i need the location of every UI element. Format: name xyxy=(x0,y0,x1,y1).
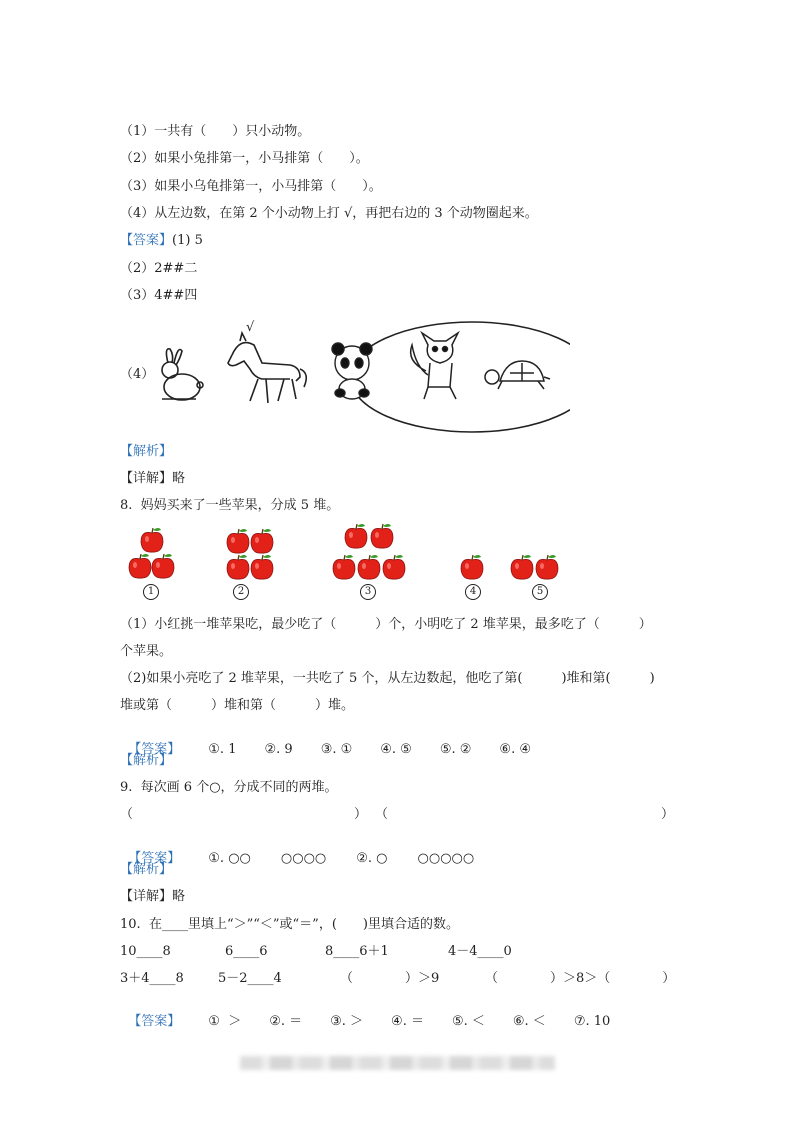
answer-tag: 【答案】 xyxy=(128,742,181,757)
answer-2b: ○○○○○ xyxy=(417,851,475,866)
apple-pile-2 xyxy=(227,529,273,579)
pile-label-3: 3 xyxy=(360,584,376,600)
answer-7: ⑦. 10 xyxy=(573,1014,611,1029)
check-mark: √ xyxy=(246,320,255,335)
group-circle xyxy=(350,322,570,432)
blurred-footer xyxy=(240,1056,555,1070)
q7-part2: （2）如果小兔排第一，小马排第（ ）。 xyxy=(120,151,369,166)
answer-6: ⑥. ＜ xyxy=(512,1014,546,1029)
q8-part2a: （2)如果小亮吃了 2 堆苹果，一共吃了 5 个，从左边数起，他吃了第( )堆和第( ) xyxy=(120,671,655,686)
q7-answer-3: （3）4##四 xyxy=(120,288,198,303)
q10-row1-4: 4－4____0 xyxy=(448,944,512,959)
answer-tag: 【答案】 xyxy=(128,851,181,866)
q7-detail: 【详解】略 xyxy=(120,471,186,486)
q10-row1-1: 10____8 xyxy=(120,944,171,959)
fox-icon xyxy=(411,333,458,399)
rabbit-icon xyxy=(162,349,203,400)
answer-1: ①. 1 xyxy=(208,742,237,757)
pile-label-4: 4 xyxy=(465,584,481,600)
answer-5: ⑤. ＜ xyxy=(451,1014,485,1029)
answer-2: ②. ○ xyxy=(356,851,388,866)
q8-answer-line xyxy=(120,726,531,758)
q9-blank-right: （ ） xyxy=(375,807,675,822)
answer-tag: 【答案】 xyxy=(128,1014,181,1029)
apple-pile-4 xyxy=(461,555,483,579)
q10-answer-line xyxy=(120,998,610,1030)
q8-analysis-tag: 【解析】 xyxy=(120,753,173,768)
answer-4: ④. ⑤ xyxy=(380,742,412,757)
q10-row1-2: 6____6 xyxy=(225,944,268,959)
apple-pile-5 xyxy=(511,555,558,579)
q7-answer-line-1 xyxy=(120,233,203,249)
apple-pile-3 xyxy=(333,524,405,579)
turtle-icon xyxy=(485,361,550,389)
animals-illustration xyxy=(150,315,570,440)
answer-3: ③. ＞ xyxy=(330,1014,364,1029)
answer-1: ① ＞ xyxy=(208,1014,242,1029)
answer-1: ①. ○○ xyxy=(208,851,251,866)
horse-icon xyxy=(228,333,306,403)
q9-blanks xyxy=(120,807,674,823)
q9-detail: 【详解】略 xyxy=(120,889,186,904)
q9-stem: 9. 每次画 6 个○，分成不同的两堆。 xyxy=(120,780,338,795)
q8-part1b: 个苹果。 xyxy=(120,644,173,659)
apple-pile-1 xyxy=(129,528,174,578)
answer-5: ⑤. ② xyxy=(439,742,472,757)
q7-answer-4-label: （4） xyxy=(120,367,155,382)
answer-6: ⑥. ④ xyxy=(499,742,531,757)
answer-1b: ○○○○ xyxy=(280,851,327,866)
q10-row2-4: （ ）＞8＞（ ） xyxy=(485,971,676,986)
q7-part3: （3）如果小乌龟排第一，小马排第（ ）。 xyxy=(120,179,382,194)
q8-part2b: 堆或第（ ）堆和第（ ）堆。 xyxy=(120,698,355,713)
q8-part1a: （1）小红挑一堆苹果吃，最少吃了（ ）个，小明吃了 2 堆苹果，最多吃了（ ） xyxy=(120,617,652,632)
answer-2: ②. 9 xyxy=(264,742,293,757)
answer-2: ②. ＝ xyxy=(269,1014,303,1029)
pile-label-2: 2 xyxy=(233,584,249,600)
q10-row1-3: 8____6＋1 xyxy=(325,944,389,959)
pile-label-5: 5 xyxy=(532,584,548,600)
answer-text: (1) 5 xyxy=(172,233,203,248)
q10-row2-2: 5－2____4 xyxy=(218,971,282,986)
q7-answer-2: （2）2##二 xyxy=(120,261,198,276)
q7-analysis-tag: 【解析】 xyxy=(120,444,173,459)
q9-analysis-tag: 【解析】 xyxy=(120,862,173,877)
answer-4: ④. ＝ xyxy=(391,1014,424,1029)
q10-row2-3: （ ）＞9 xyxy=(340,971,440,986)
answer-3: ③. ① xyxy=(320,742,353,757)
pile-label-1: 1 xyxy=(143,584,159,600)
panda-icon xyxy=(332,343,372,399)
q10-row2-1: 3＋4____8 xyxy=(120,971,184,986)
q9-answer-line xyxy=(120,835,474,867)
q7-part4: （4）从左边数，在第 2 个小动物上打 √，再把右边的 3 个动物圈起来。 xyxy=(120,206,538,221)
apple-piles xyxy=(120,522,580,584)
q8-stem: 8. 妈妈买来了一些苹果，分成 5 堆。 xyxy=(120,498,340,513)
q10-stem: 10. 在____里填上“＞”“＜”或“＝”，( )里填合适的数。 xyxy=(120,917,459,932)
q9-blank-left: （ ） xyxy=(120,807,368,822)
q7-part1: （1）一共有（ ）只小动物。 xyxy=(120,124,311,139)
answer-tag: 【答案】 xyxy=(120,233,173,248)
